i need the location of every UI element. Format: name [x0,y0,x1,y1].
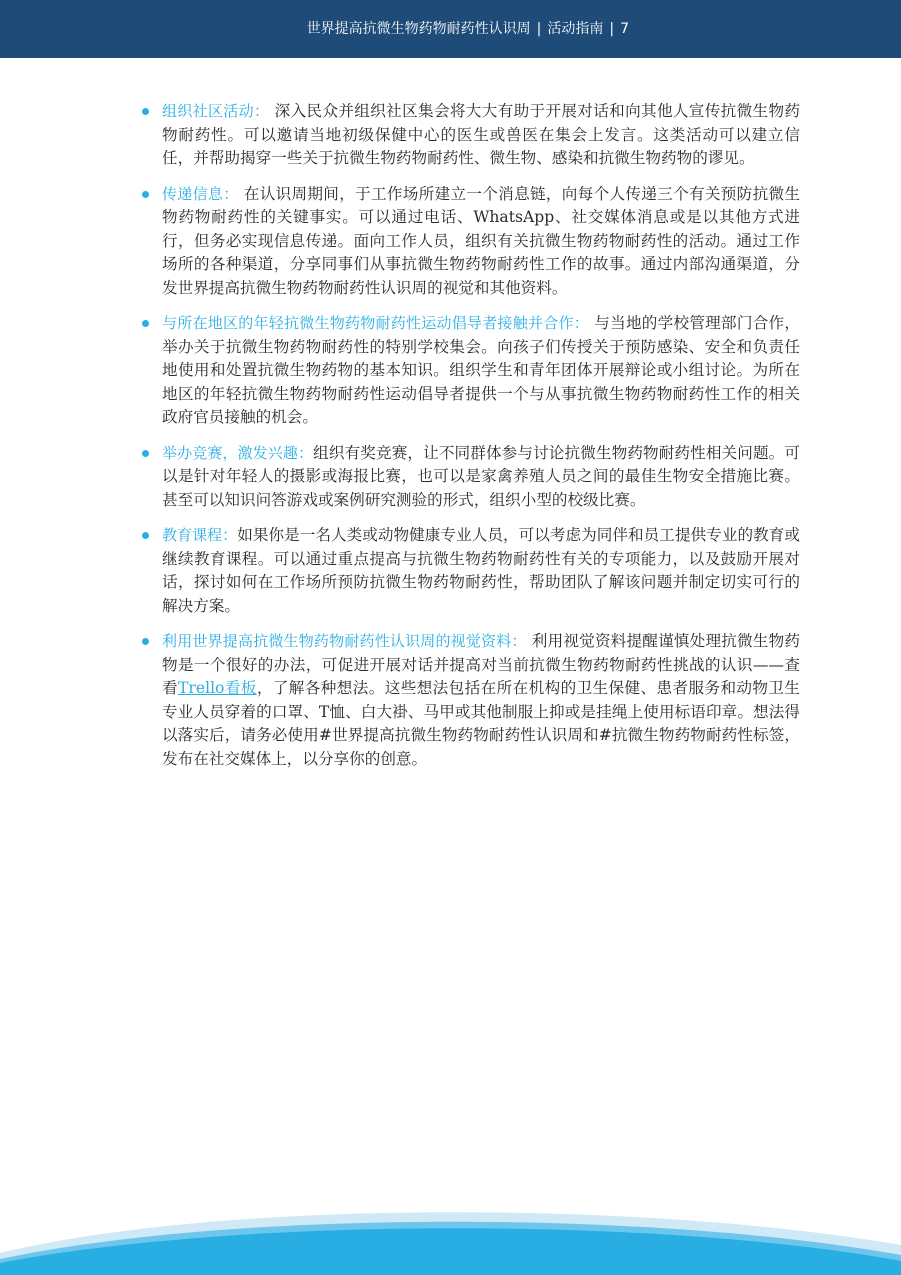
bullet-community-activities [140,100,800,171]
bullet-competitions [140,442,800,513]
header-separator: | [536,21,542,37]
bullet-dot-icon [142,108,149,115]
bullet-dot-icon [142,532,149,539]
header-title [307,0,629,58]
bullet-body-continued: ，了解各种想法。这些想法包括在所在机构的卫生保健、患者服务和动物卫生专业人员穿着的口罩、T恤、白大褂、马甲或其他制服上抑或是挂绳上使用标语印章。想法得以落实后，请务必使用#世界提高抗微生物药物耐药性认识周和#抗微生物药物耐药性标签，发布在社交媒体上，以分享你的创意。 [162,679,800,768]
bullet-list [140,100,800,783]
section-title: 活动指南 [547,21,604,37]
header-bar [0,0,901,58]
bullet-body: 深入民众并组织社区集会将大大有助于开展对话和向其他人宣传抗微生物药物耐药性。可以邀请当地初级保健中心的医生或兽医在集会上发言。这类活动可以建立信任，并帮助揭穿一些关于抗微生物药物耐药性、微生物、感染和抗微生物药物的谬见。 [162,102,800,167]
bullet-body: 组织有奖竞赛，让不同群体参与讨论抗微生物药物耐药性相关问题。可以是针对年轻人的摄影或海报比赛，也可以是家禽养殖人员之间的最佳生物安全措施比赛。甚至可以知识问答游戏或案例研究测验的形式，组织小型的校级比赛。 [162,443,800,509]
bullet-dot-icon [142,638,149,645]
bullet-dot-icon [142,320,149,327]
bullet-body: 如果你是一名人类或动物健康专业人员，可以考虑为同伴和员工提供专业的教育或继续教育课程。可以通过重点提高与抗微生物药物耐药性有关的专项能力，以及鼓励开展对话，探讨如何在工作场所预防抗微生物药物耐药性，帮助团队了解该问题并制定切实可行的解决方案。 [162,526,800,615]
bullet-dot-icon [142,450,149,457]
bullet-heading: 教育课程： [162,526,238,544]
page-number: 7 [620,21,629,37]
footer-wave [0,1155,901,1275]
bullet-heading: 与所在地区的年轻抗微生物药物耐药性运动倡导者接触并合作： [162,314,590,332]
bullet-body: 利用视觉资料提醒谨慎处理抗微生物药物是一个很好的办法，可促进开展对话并提高对当前抗微生物药物耐药性挑战的认识——查看 [162,632,800,697]
bullet-pass-message [140,183,800,301]
bullet-youth-champions [140,312,800,430]
bullet-visual-materials [140,630,800,771]
document-title: 世界提高抗微生物药物耐药性认识周 [306,21,531,37]
bullet-heading: 传递信息： [162,184,239,203]
bullet-body: 与当地的学校管理部门合作，举办关于抗微生物药物耐药性的特别学校集会。向孩子们传授关于预防感染、安全和负责任地使用和处置抗微生物药物的基本知识。组织学生和青年团体开展辩论或小组讨论。为所在地区的年轻抗微生物药物耐药性运动倡导者提供一个与从事抗微生物药物耐药性工作的相关政府官员接触的机会。 [162,314,800,426]
header-separator: | [609,21,615,37]
bullet-body: 在认识周期间，于工作场所建立一个消息链，向每个人传递三个有关预防抗微生物药物耐药性的关键事实。可以通过电话、WhatsApp、社交媒体消息或是以其他方式进行，但务必实现信息传递。面向工作人员，组织有关抗微生物药物耐药性的活动。通过工作场所的各种渠道，分享同事们从事抗微生物药物耐药性工作的故事。通过内部沟通渠道，分发世界提高抗微生物药物耐药性认识周的视觉和其他资料。 [162,184,800,297]
bullet-heading: 利用世界提高抗微生物药物耐药性认识周的视觉资料： [162,632,527,650]
bullet-dot-icon [142,191,149,198]
trello-board-link[interactable]: Trello看板 [178,679,257,697]
bullet-education-courses [140,524,800,618]
bullet-heading: 举办竞赛，激发兴趣： [162,443,314,462]
bullet-heading: 组织社区活动： [162,102,270,120]
